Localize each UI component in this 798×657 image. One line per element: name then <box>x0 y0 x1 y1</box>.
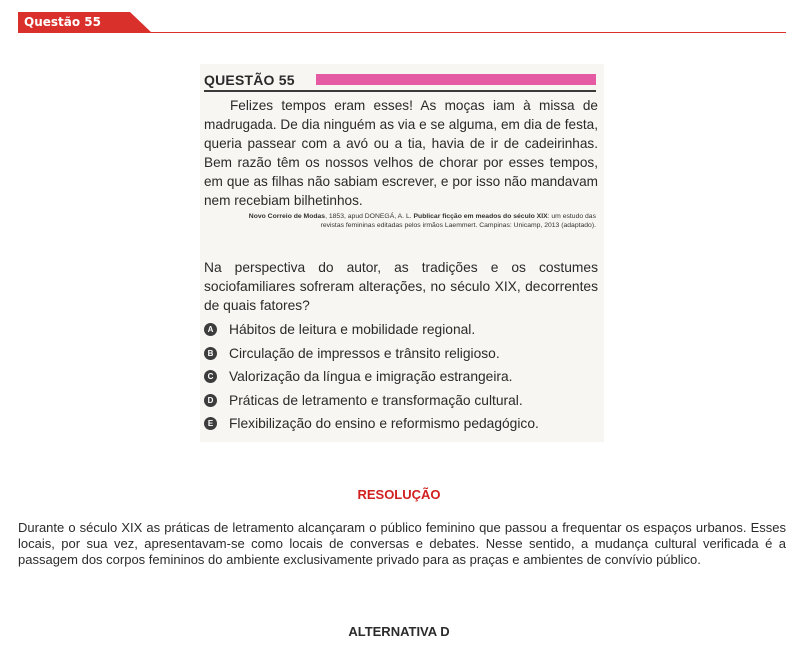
option-b <box>204 342 598 366</box>
header-rule <box>18 32 786 33</box>
answer-options <box>204 318 598 436</box>
option-c-badge: C <box>204 370 217 383</box>
question-tab <box>18 12 150 33</box>
resolution-title: RESOLUÇÃO <box>357 487 441 502</box>
option-a-text: Hábitos de leitura e mobilidade regional. <box>229 322 476 338</box>
passage-body: Felizes tempos eram esses! As moças iam à missa de madrugada. De dia ninguém as via e se alguma, em dia de festa, queria passear com a avó ou a tia, havia de ir de cadeirinhas. Bem razão têm os nossos velhos de chorar por esses tempos, em que as filhas não sabiam escrever, e por isso não mandavam nem recebiam bilhetinhos. <box>204 98 598 208</box>
option-b-text: Circulação de impressos e trânsito religioso. <box>229 345 500 361</box>
option-e <box>204 412 598 436</box>
heading-underline <box>204 90 596 92</box>
resolution-body: Durante o século XIX as práticas de letramento alcançaram o público feminino que passou a frequentar os espaços urbanos. Esses locais, por sua vez, apresentavam-se como locais de conversas e debates. Nesse sentido, a mudança cultural verificada é a passagem dos corpos femininos do ambiente exclusivamente privado para as praças e ambientes de convívio público. <box>18 520 786 567</box>
source-work: Publicar ficção em meados do século XIX <box>413 213 548 220</box>
option-a <box>204 318 598 342</box>
source-title: Novo Correio de Modas <box>248 213 326 220</box>
question-heading: QUESTÃO 55 <box>204 72 295 88</box>
option-e-badge: E <box>204 417 217 430</box>
option-e-text: Flexibilização do ensino e reformismo pedagógico. <box>229 416 539 432</box>
option-d-badge: D <box>204 394 217 407</box>
option-d-text: Práticas de letramento e transformação cultural. <box>229 392 523 408</box>
option-b-badge: B <box>204 347 217 360</box>
option-c-text: Valorização da língua e imigração estrangeira. <box>229 369 513 385</box>
passage-source <box>240 212 596 230</box>
option-c <box>204 365 598 389</box>
option-a-badge: A <box>204 323 217 336</box>
option-d <box>204 389 598 413</box>
source-details: : um estudo das revistas femininas editadas pelos irmãos Laemmert. Campinas: Unicamp, 2013 (adaptado). <box>320 213 596 229</box>
heading-highlight-bar <box>316 74 596 85</box>
source-ref: , 1853, apud DONEGÁ, A. L. <box>325 213 414 220</box>
question-prompt: Na perspectiva do autor, as tradições e os costumes sociofamiliares sofreram alterações, no século XIX, decorrentes de quais fatores? <box>204 260 598 313</box>
answer-label: ALTERNATIVA D <box>348 624 450 639</box>
tab-label: Questão 55 <box>24 15 101 29</box>
passage-text <box>204 96 598 210</box>
question-scan <box>200 64 604 442</box>
